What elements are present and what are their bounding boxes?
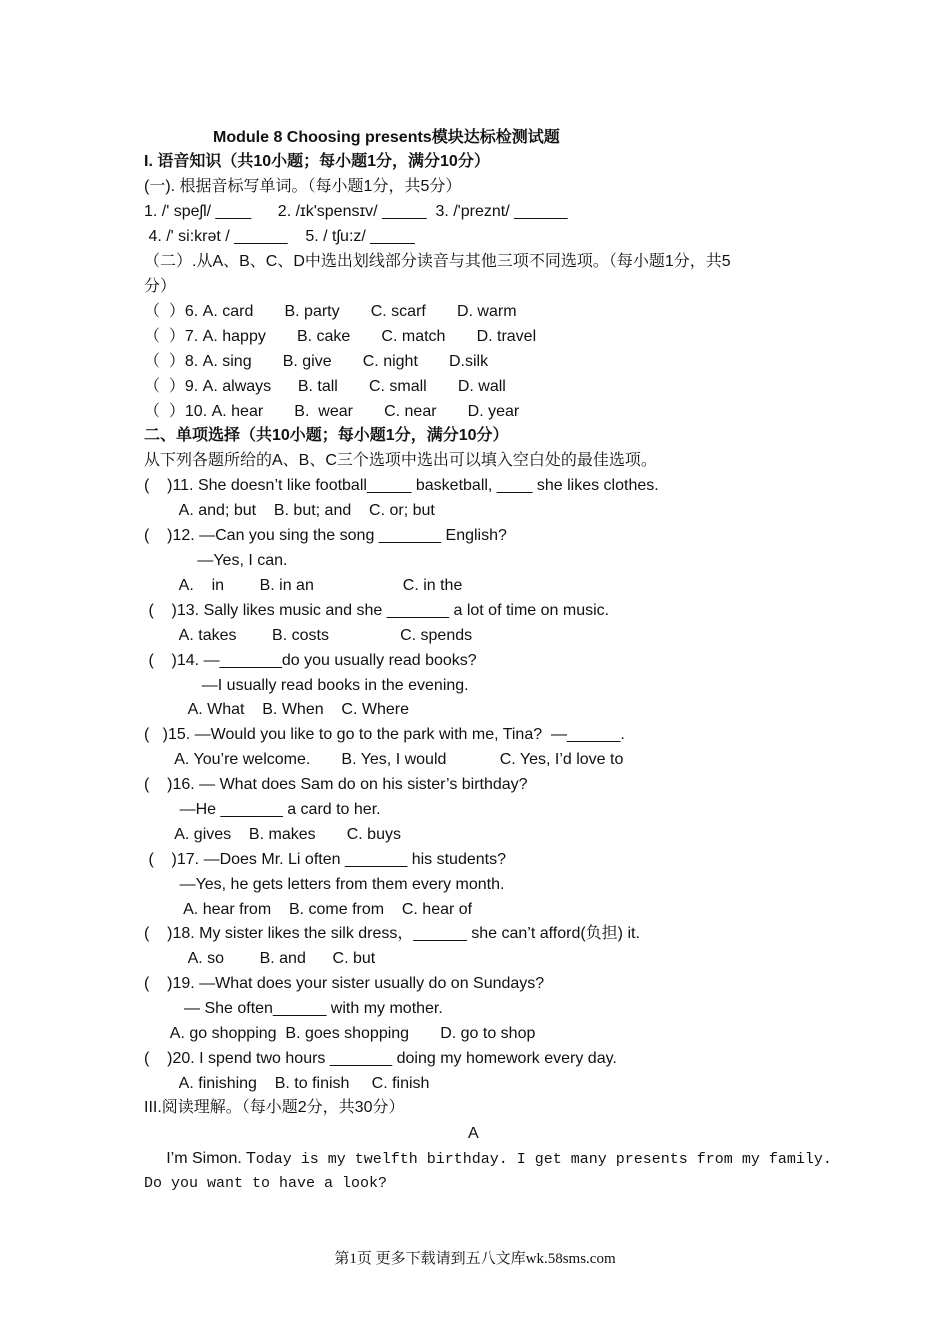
pronunciation-item: （ ）9. A. always B. tall C. small D. wall: [144, 378, 506, 395]
pronunciation-item: （ ）6. A. card B. party C. scarf D. warm: [144, 303, 517, 320]
question-line: —He _______ a card to her.: [144, 801, 381, 818]
question-line: ( )12. —Can you sing the song _______ English?: [144, 527, 507, 544]
passage-label: A: [468, 1125, 479, 1142]
question-line: ( )14. —_______do you usually read books?: [144, 652, 477, 669]
pronunciation-item: （ ）10. A. hear B. wear C. near D. year: [144, 403, 520, 420]
question-line: ( )17. —Does Mr. Li often _______ his students?: [144, 851, 506, 868]
question-line: —Yes, I can.: [144, 552, 288, 569]
section2-heading: 二、单项选择（共10小题；每小题1分，满分10分）: [144, 427, 509, 444]
passage-line-1-rest: oday is my twelfth birthday. I get many presents from my family.: [255, 1151, 832, 1168]
question-line: A. in B. in an C. in the: [144, 577, 463, 594]
question-line: A. gives B. makes C. buys: [144, 826, 401, 843]
question-line: ( )16. — What does Sam do on his sister’s birthday?: [144, 776, 528, 793]
section3-heading: III.阅读理解。（每小题2分，共30分）: [144, 1099, 405, 1116]
pronunciation-item: （ ）8. A. sing B. give C. night D.silk: [144, 353, 489, 370]
question-line: ( )11. She doesn’t like football_____ basketball, ____ she likes clothes.: [144, 477, 659, 494]
question-line: A. What B. When C. Where: [144, 701, 409, 718]
section1-heading-text: I. 语音知识（共10小题；每小题1分，满分10分）: [144, 153, 490, 170]
question-line: A. go shopping B. goes shopping D. go to shop: [144, 1025, 536, 1042]
question-line: A. You’re welcome. B. Yes, I would C. Yes, I’d love to: [144, 751, 624, 768]
question-line: ( )19. —What does your sister usually do on Sundays?: [144, 975, 545, 992]
question-line: ( )20. I spend two hours _______ doing my homework every day.: [144, 1050, 617, 1067]
pronunciation-item: （ ）7. A. happy B. cake C. match D. travel: [144, 328, 537, 345]
passage-line-1-start: I’m Simon. T: [144, 1150, 256, 1167]
section1-part2-heading-cont: 分）: [144, 278, 177, 295]
page-footer: 第1页 更多下载请到五八文库wk.58sms.com: [334, 1251, 616, 1267]
passage-line-1: [144, 1149, 832, 1170]
question-line: — She often______ with my mother.: [144, 1000, 443, 1017]
question-line: A. finishing B. to finish C. finish: [144, 1075, 430, 1092]
question-line: A. and; but B. but; and C. or; but: [144, 502, 435, 519]
section2-instruction: 从下列各题所给的A、B、C三个选项中选出可以填入空白处的最佳选项。: [144, 452, 657, 469]
question-line: A. hear from B. come from C. hear of: [144, 901, 473, 918]
question-line: —Yes, he gets letters from them every month.: [144, 876, 505, 893]
question-line: A. so B. and C. but: [144, 950, 376, 967]
question-line: A. takes B. costs C. spends: [144, 627, 473, 644]
section1-part2-heading: （二）.从A、B、C、D中选出划线部分读音与其他三项不同选项。（每小题1分，共5: [144, 253, 731, 270]
question-line: ( )18. My sister likes the silk dress，______ she can’t afford(负担) it.: [144, 925, 640, 942]
phonetics-row-2: 4. /' si:krət / ______ 5. / tʃu:z/ _____: [144, 228, 415, 245]
phonetics-row-1: 1. /' speʃl/ ____ 2. /ɪk'spensɪv/ _____ 3. /'preznt/ ______: [144, 203, 568, 220]
page-title: Module 8 Choosing presents模块达标检测试题: [213, 129, 560, 146]
section1-heading: [144, 152, 490, 172]
question-line: —I usually read books in the evening.: [144, 677, 469, 694]
question-line: ( )13. Sally likes music and she _______ a lot of time on music.: [144, 602, 610, 619]
section1-part1-heading: (一). 根据音标写单词。（每小题1分，共5分）: [144, 178, 462, 195]
passage-line-2: Do you want to have a look?: [144, 1175, 388, 1192]
question-line: ( )15. —Would you like to go to the park with me, Tina? —______.: [144, 726, 625, 743]
